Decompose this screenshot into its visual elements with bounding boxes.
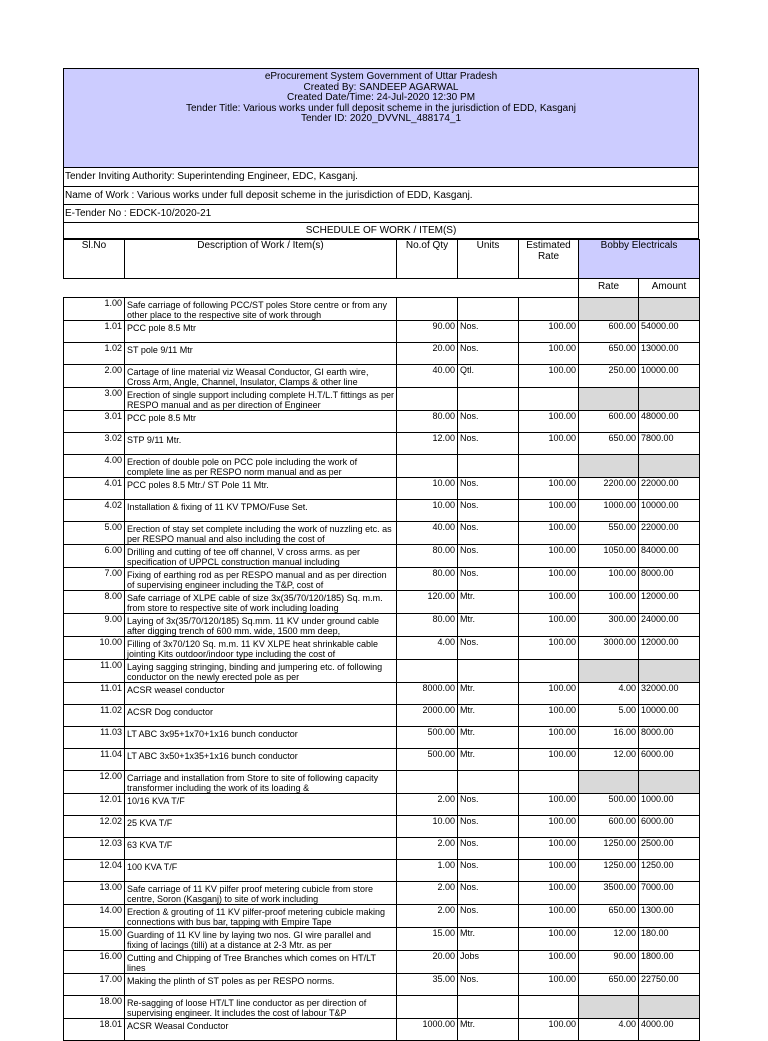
table-row bbox=[64, 928, 700, 951]
row-description: PCC pole 8.5 Mtr bbox=[125, 321, 397, 343]
row-amount: 10000.00 bbox=[639, 365, 700, 388]
row-units: Nos. bbox=[458, 637, 519, 660]
row-description: ACSR weasel conductor bbox=[125, 683, 397, 705]
row-rate: 100.00 bbox=[579, 591, 639, 614]
row-description: LT ABC 3x95+1x70+1x16 bunch conductor bbox=[125, 727, 397, 749]
row-units: Nos. bbox=[458, 411, 519, 433]
row-description: 100 KVA T/F bbox=[125, 860, 397, 882]
row-description: 10/16 KVA T/F bbox=[125, 794, 397, 816]
row-estimated-rate: 100.00 bbox=[519, 637, 579, 660]
schedule-title: SCHEDULE OF WORK / ITEM(S) bbox=[63, 223, 699, 239]
row-rate bbox=[579, 455, 639, 478]
row-amount: 24000.00 bbox=[639, 614, 700, 637]
col-header-description: Description of Work / Item(s) bbox=[125, 240, 397, 279]
row-estimated-rate: 100.00 bbox=[519, 614, 579, 637]
row-estimated-rate bbox=[519, 660, 579, 683]
row-units: Nos. bbox=[458, 522, 519, 545]
header-line-created-date: Created Date/Time: 24-Jul-2020 12:30 PM bbox=[286, 92, 476, 103]
row-qty: 2000.00 bbox=[397, 705, 458, 727]
row-qty: 80.00 bbox=[397, 568, 458, 591]
row-estimated-rate: 100.00 bbox=[519, 974, 579, 996]
row-amount: 1250.00 bbox=[639, 860, 700, 882]
row-description: Safe carriage of XLPE cable of size 3x(35/70/120/185) Sq. m.m. from store to respective site of work including loading bbox=[125, 591, 397, 614]
row-qty: 2.00 bbox=[397, 838, 458, 860]
row-estimated-rate: 100.00 bbox=[519, 882, 579, 905]
row-slno: 4.02 bbox=[64, 500, 125, 522]
schedule-rows bbox=[64, 298, 700, 1041]
row-amount bbox=[639, 660, 700, 683]
table-row bbox=[64, 1019, 700, 1041]
row-description: Cutting and Chipping of Tree Branches which comes on HT/LT lines bbox=[125, 951, 397, 974]
row-slno: 9.00 bbox=[64, 614, 125, 637]
column-header-row bbox=[64, 240, 700, 279]
row-slno: 11.01 bbox=[64, 683, 125, 705]
row-rate: 500.00 bbox=[579, 794, 639, 816]
row-amount: 8000.00 bbox=[639, 568, 700, 591]
work-name: Name of Work : Various works under full deposit scheme in the jurisdiction of EDD, Kasganj. bbox=[63, 187, 699, 205]
row-slno: 13.00 bbox=[64, 882, 125, 905]
row-amount: 10000.00 bbox=[639, 705, 700, 727]
row-rate bbox=[579, 298, 639, 321]
row-slno: 3.01 bbox=[64, 411, 125, 433]
row-slno: 4.00 bbox=[64, 455, 125, 478]
row-description: PCC poles 8.5 Mtr./ ST Pole 11 Mtr. bbox=[125, 478, 397, 500]
row-estimated-rate: 100.00 bbox=[519, 321, 579, 343]
row-rate: 5.00 bbox=[579, 705, 639, 727]
row-units: Nos. bbox=[458, 321, 519, 343]
row-qty: 12.00 bbox=[397, 433, 458, 455]
table-row bbox=[64, 545, 700, 568]
row-description: Making the plinth of ST poles as per RESPO norms. bbox=[125, 974, 397, 996]
row-amount: 8000.00 bbox=[639, 727, 700, 749]
row-description: 25 KVA T/F bbox=[125, 816, 397, 838]
row-description: Carriage and installation from Store to site of following capacity transformer including the work of its loading & bbox=[125, 771, 397, 794]
table-row bbox=[64, 321, 700, 343]
row-units: Nos. bbox=[458, 478, 519, 500]
row-rate bbox=[579, 996, 639, 1019]
header-line-created-by: Created By: SANDEEP AGARWAL bbox=[303, 81, 459, 93]
row-slno: 1.02 bbox=[64, 343, 125, 365]
row-slno: 10.00 bbox=[64, 637, 125, 660]
sub-header-row bbox=[64, 279, 700, 298]
row-amount: 1800.00 bbox=[639, 951, 700, 974]
row-units: Nos. bbox=[458, 794, 519, 816]
row-description: Erection of stay set complete including the work of nuzzling etc. as per RESPO manual and also including the cost of bbox=[125, 522, 397, 545]
row-estimated-rate: 100.00 bbox=[519, 411, 579, 433]
table-row bbox=[64, 683, 700, 705]
row-units: Nos. bbox=[458, 500, 519, 522]
row-rate: 100.00 bbox=[579, 568, 639, 591]
row-units: Nos. bbox=[458, 343, 519, 365]
row-rate: 1250.00 bbox=[579, 838, 639, 860]
row-qty: 20.00 bbox=[397, 343, 458, 365]
row-description: 63 KVA T/F bbox=[125, 838, 397, 860]
row-description: Laying sagging stringing, binding and jumpering etc. of following conductor on the newly erected pole as per bbox=[125, 660, 397, 683]
row-rate: 4.00 bbox=[579, 1019, 639, 1041]
row-amount bbox=[639, 996, 700, 1019]
row-estimated-rate: 100.00 bbox=[519, 705, 579, 727]
tender-authority: Tender Inviting Authority: Superintending Engineer, EDC, Kasganj. bbox=[63, 168, 699, 187]
row-estimated-rate bbox=[519, 996, 579, 1019]
row-description: Drilling and cutting of tee off channel, V cross arms. as per specification of UPPCL construction manual including bbox=[125, 545, 397, 568]
header-line-org: eProcurement System Government of Uttar Pradesh bbox=[264, 71, 498, 82]
row-units: Qtl. bbox=[458, 365, 519, 388]
row-amount: 48000.00 bbox=[639, 411, 700, 433]
table-row bbox=[64, 365, 700, 388]
row-slno: 18.00 bbox=[64, 996, 125, 1019]
row-qty bbox=[397, 660, 458, 683]
row-description: Laying of 3x(35/70/120/185) Sq.mm. 11 KV under ground cable after digging trench of 600 mm. wide, 1500 mm deep, bbox=[125, 614, 397, 637]
col-header-estimated-rate: Estimated Rate bbox=[519, 240, 579, 279]
tender-sheet bbox=[63, 68, 699, 1041]
row-estimated-rate: 100.00 bbox=[519, 478, 579, 500]
table-row bbox=[64, 771, 700, 794]
row-units: Mtr. bbox=[458, 727, 519, 749]
row-slno: 11.03 bbox=[64, 727, 125, 749]
row-slno: 6.00 bbox=[64, 545, 125, 568]
row-amount bbox=[639, 388, 700, 411]
row-amount: 84000.00 bbox=[639, 545, 700, 568]
row-qty bbox=[397, 298, 458, 321]
row-qty: 4.00 bbox=[397, 637, 458, 660]
row-rate: 650.00 bbox=[579, 433, 639, 455]
row-amount: 6000.00 bbox=[639, 749, 700, 771]
row-description: Fixing of earthing rod as per RESPO manual and as per direction of supervising engineer including the T&P, cost of bbox=[125, 568, 397, 591]
row-rate: 1000.00 bbox=[579, 500, 639, 522]
row-estimated-rate: 100.00 bbox=[519, 433, 579, 455]
row-slno: 11.02 bbox=[64, 705, 125, 727]
row-slno: 3.02 bbox=[64, 433, 125, 455]
row-amount: 180.00 bbox=[639, 928, 700, 951]
row-amount: 12000.00 bbox=[639, 591, 700, 614]
row-qty: 120.00 bbox=[397, 591, 458, 614]
row-amount: 22000.00 bbox=[639, 522, 700, 545]
row-description: PCC pole 8.5 Mtr bbox=[125, 411, 397, 433]
row-estimated-rate: 100.00 bbox=[519, 522, 579, 545]
row-estimated-rate: 100.00 bbox=[519, 928, 579, 951]
row-estimated-rate: 100.00 bbox=[519, 365, 579, 388]
row-qty: 10.00 bbox=[397, 816, 458, 838]
row-description: Guarding of 11 KV line by laying two nos. GI wire parallel and fixing of lacings (tilli) at a distance at 2-3 Mtr. as per bbox=[125, 928, 397, 951]
row-units: Mtr. bbox=[458, 705, 519, 727]
row-slno: 14.00 bbox=[64, 905, 125, 928]
row-rate: 650.00 bbox=[579, 905, 639, 928]
row-slno: 17.00 bbox=[64, 974, 125, 996]
row-description: ACSR Weasal Conductor bbox=[125, 1019, 397, 1041]
row-slno: 12.04 bbox=[64, 860, 125, 882]
row-amount: 32000.00 bbox=[639, 683, 700, 705]
row-description: Cartage of line material viz Weasal Conductor, GI earth wire, Cross Arm, Angle, Channel, Insulator, Clamps & other line bbox=[125, 365, 397, 388]
row-units: Mtr. bbox=[458, 683, 519, 705]
table-row bbox=[64, 522, 700, 545]
row-description: LT ABC 3x50+1x35+1x16 bunch conductor bbox=[125, 749, 397, 771]
row-slno: 1.01 bbox=[64, 321, 125, 343]
row-rate: 12.00 bbox=[579, 749, 639, 771]
row-amount: 7000.00 bbox=[639, 882, 700, 905]
row-estimated-rate: 100.00 bbox=[519, 860, 579, 882]
table-row bbox=[64, 816, 700, 838]
row-description: Safe carriage of following PCC/ST poles Store centre or from any other place to the respective site of work through bbox=[125, 298, 397, 321]
row-units: Nos. bbox=[458, 433, 519, 455]
row-qty bbox=[397, 388, 458, 411]
row-rate: 600.00 bbox=[579, 411, 639, 433]
row-rate: 550.00 bbox=[579, 522, 639, 545]
row-units: Nos. bbox=[458, 568, 519, 591]
col-header-bidder: Bobby Electricals bbox=[579, 240, 700, 279]
row-qty: 40.00 bbox=[397, 522, 458, 545]
row-slno: 8.00 bbox=[64, 591, 125, 614]
row-qty bbox=[397, 771, 458, 794]
row-slno: 2.00 bbox=[64, 365, 125, 388]
row-slno: 16.00 bbox=[64, 951, 125, 974]
col-header-qty: No.of Qty bbox=[397, 240, 458, 279]
row-rate: 2200.00 bbox=[579, 478, 639, 500]
row-estimated-rate bbox=[519, 455, 579, 478]
row-qty: 80.00 bbox=[397, 545, 458, 568]
row-estimated-rate: 100.00 bbox=[519, 683, 579, 705]
table-row bbox=[64, 727, 700, 749]
row-qty: 10.00 bbox=[397, 500, 458, 522]
table-row bbox=[64, 974, 700, 996]
row-description: Erection of double pole on PCC pole including the work of complete line as per RESPO norm manual and as per bbox=[125, 455, 397, 478]
row-estimated-rate: 100.00 bbox=[519, 905, 579, 928]
row-rate: 600.00 bbox=[579, 321, 639, 343]
row-amount: 10000.00 bbox=[639, 500, 700, 522]
row-qty: 500.00 bbox=[397, 727, 458, 749]
table-row bbox=[64, 568, 700, 591]
table-row bbox=[64, 749, 700, 771]
row-estimated-rate: 100.00 bbox=[519, 838, 579, 860]
row-estimated-rate: 100.00 bbox=[519, 500, 579, 522]
table-row bbox=[64, 996, 700, 1019]
row-qty: 80.00 bbox=[397, 614, 458, 637]
row-amount: 7800.00 bbox=[639, 433, 700, 455]
row-amount: 1000.00 bbox=[639, 794, 700, 816]
row-slno: 12.00 bbox=[64, 771, 125, 794]
table-row bbox=[64, 433, 700, 455]
row-rate: 250.00 bbox=[579, 365, 639, 388]
row-qty: 90.00 bbox=[397, 321, 458, 343]
row-qty: 2.00 bbox=[397, 882, 458, 905]
row-amount: 12000.00 bbox=[639, 637, 700, 660]
table-row bbox=[64, 411, 700, 433]
row-estimated-rate bbox=[519, 771, 579, 794]
table-row bbox=[64, 591, 700, 614]
row-estimated-rate: 100.00 bbox=[519, 727, 579, 749]
row-slno: 12.03 bbox=[64, 838, 125, 860]
row-description: ST pole 9/11 Mtr bbox=[125, 343, 397, 365]
row-estimated-rate: 100.00 bbox=[519, 749, 579, 771]
row-slno: 11.04 bbox=[64, 749, 125, 771]
row-rate: 3500.00 bbox=[579, 882, 639, 905]
row-units: Mtr. bbox=[458, 614, 519, 637]
row-rate bbox=[579, 388, 639, 411]
row-estimated-rate: 100.00 bbox=[519, 794, 579, 816]
row-estimated-rate bbox=[519, 298, 579, 321]
row-units: Mtr. bbox=[458, 928, 519, 951]
row-rate: 300.00 bbox=[579, 614, 639, 637]
row-units: Nos. bbox=[458, 974, 519, 996]
row-units bbox=[458, 455, 519, 478]
row-rate bbox=[579, 771, 639, 794]
row-description: Filling of 3x70/120 Sq. m.m. 11 KV XLPE heat shrinkable cable jointing Kits outdoor/indoor type including the cost of bbox=[125, 637, 397, 660]
row-amount: 22750.00 bbox=[639, 974, 700, 996]
table-row bbox=[64, 705, 700, 727]
table-row bbox=[64, 500, 700, 522]
table-row bbox=[64, 637, 700, 660]
row-estimated-rate: 100.00 bbox=[519, 1019, 579, 1041]
row-amount: 6000.00 bbox=[639, 816, 700, 838]
row-rate: 600.00 bbox=[579, 816, 639, 838]
col-header-amount: Amount bbox=[639, 279, 700, 298]
row-estimated-rate: 100.00 bbox=[519, 951, 579, 974]
row-slno: 3.00 bbox=[64, 388, 125, 411]
row-description: STP 9/11 Mtr. bbox=[125, 433, 397, 455]
sub-header-spacer bbox=[64, 279, 579, 298]
row-units: Nos. bbox=[458, 838, 519, 860]
table-row bbox=[64, 951, 700, 974]
row-units: Jobs bbox=[458, 951, 519, 974]
row-amount: 13000.00 bbox=[639, 343, 700, 365]
header-line-tender-id: Tender ID: 2020_DVVNL_488174_1 bbox=[300, 113, 462, 124]
row-amount bbox=[639, 771, 700, 794]
row-units bbox=[458, 771, 519, 794]
row-units bbox=[458, 996, 519, 1019]
schedule-table bbox=[63, 239, 700, 1041]
row-units: Nos. bbox=[458, 882, 519, 905]
row-rate: 650.00 bbox=[579, 974, 639, 996]
row-qty: 35.00 bbox=[397, 974, 458, 996]
table-row bbox=[64, 905, 700, 928]
table-row bbox=[64, 838, 700, 860]
row-rate bbox=[579, 660, 639, 683]
row-rate: 1250.00 bbox=[579, 860, 639, 882]
col-header-slno: Sl.No bbox=[64, 240, 125, 279]
row-rate: 650.00 bbox=[579, 343, 639, 365]
row-slno: 11.00 bbox=[64, 660, 125, 683]
row-slno: 5.00 bbox=[64, 522, 125, 545]
col-header-rate: Rate bbox=[579, 279, 639, 298]
row-qty: 80.00 bbox=[397, 411, 458, 433]
row-description: Erection of single support including complete H.T/L.T fittings as per RESPO manual and as per direction of Engineer bbox=[125, 388, 397, 411]
row-estimated-rate: 100.00 bbox=[519, 343, 579, 365]
row-rate: 12.00 bbox=[579, 928, 639, 951]
row-qty: 15.00 bbox=[397, 928, 458, 951]
row-qty bbox=[397, 996, 458, 1019]
row-rate: 16.00 bbox=[579, 727, 639, 749]
row-amount: 54000.00 bbox=[639, 321, 700, 343]
row-slno: 4.01 bbox=[64, 478, 125, 500]
table-row bbox=[64, 455, 700, 478]
row-estimated-rate: 100.00 bbox=[519, 816, 579, 838]
row-slno: 1.00 bbox=[64, 298, 125, 321]
row-amount: 1300.00 bbox=[639, 905, 700, 928]
row-units: Mtr. bbox=[458, 749, 519, 771]
row-qty: 10.00 bbox=[397, 478, 458, 500]
row-units: Mtr. bbox=[458, 1019, 519, 1041]
row-rate: 1050.00 bbox=[579, 545, 639, 568]
row-slno: 7.00 bbox=[64, 568, 125, 591]
row-qty: 8000.00 bbox=[397, 683, 458, 705]
row-description: Erection & grouting of 11 KV pilfer-proof metering cubicle making connections with bus bar, tapping with Empire Tape bbox=[125, 905, 397, 928]
row-estimated-rate: 100.00 bbox=[519, 591, 579, 614]
table-row bbox=[64, 388, 700, 411]
row-units bbox=[458, 298, 519, 321]
row-description: Re-sagging of loose HT/LT line conductor as per direction of supervising engineer. It includes the cost of labour T&P bbox=[125, 996, 397, 1019]
row-units: Nos. bbox=[458, 860, 519, 882]
row-qty: 1000.00 bbox=[397, 1019, 458, 1041]
row-units: Nos. bbox=[458, 545, 519, 568]
row-rate: 90.00 bbox=[579, 951, 639, 974]
row-units: Mtr. bbox=[458, 591, 519, 614]
row-estimated-rate bbox=[519, 388, 579, 411]
row-qty: 500.00 bbox=[397, 749, 458, 771]
row-amount bbox=[639, 298, 700, 321]
header-line-tender-title: Tender Title: Various works under full deposit scheme in the jurisdiction of EDD, Kasganj bbox=[185, 102, 576, 114]
row-amount: 2500.00 bbox=[639, 838, 700, 860]
row-estimated-rate: 100.00 bbox=[519, 568, 579, 591]
table-row bbox=[64, 478, 700, 500]
row-amount: 22000.00 bbox=[639, 478, 700, 500]
table-row bbox=[64, 614, 700, 637]
row-slno: 15.00 bbox=[64, 928, 125, 951]
row-rate: 4.00 bbox=[579, 683, 639, 705]
row-description: Safe carriage of 11 KV pilfer proof metering cubicle from store centre, Soron (Kasganj) to site of work including bbox=[125, 882, 397, 905]
row-description: ACSR Dog conductor bbox=[125, 705, 397, 727]
table-row bbox=[64, 298, 700, 321]
table-row bbox=[64, 660, 700, 683]
row-estimated-rate: 100.00 bbox=[519, 545, 579, 568]
row-units: Nos. bbox=[458, 905, 519, 928]
row-description: Installation & fixing of 11 KV TPMO/Fuse Set. bbox=[125, 500, 397, 522]
row-units bbox=[458, 660, 519, 683]
table-row bbox=[64, 794, 700, 816]
row-slno: 12.01 bbox=[64, 794, 125, 816]
table-row bbox=[64, 860, 700, 882]
row-rate: 3000.00 bbox=[579, 637, 639, 660]
row-amount: 4000.00 bbox=[639, 1019, 700, 1041]
row-units: Nos. bbox=[458, 816, 519, 838]
row-amount bbox=[639, 455, 700, 478]
document-header bbox=[63, 68, 699, 168]
col-header-units: Units bbox=[458, 240, 519, 279]
row-qty: 2.00 bbox=[397, 905, 458, 928]
row-qty: 40.00 bbox=[397, 365, 458, 388]
row-qty: 2.00 bbox=[397, 794, 458, 816]
table-row bbox=[64, 882, 700, 905]
row-slno: 18.01 bbox=[64, 1019, 125, 1041]
row-qty: 1.00 bbox=[397, 860, 458, 882]
table-row bbox=[64, 343, 700, 365]
row-units bbox=[458, 388, 519, 411]
row-qty bbox=[397, 455, 458, 478]
row-qty: 20.00 bbox=[397, 951, 458, 974]
etender-number: E-Tender No : EDCK-10/2020-21 bbox=[63, 205, 699, 223]
row-slno: 12.02 bbox=[64, 816, 125, 838]
